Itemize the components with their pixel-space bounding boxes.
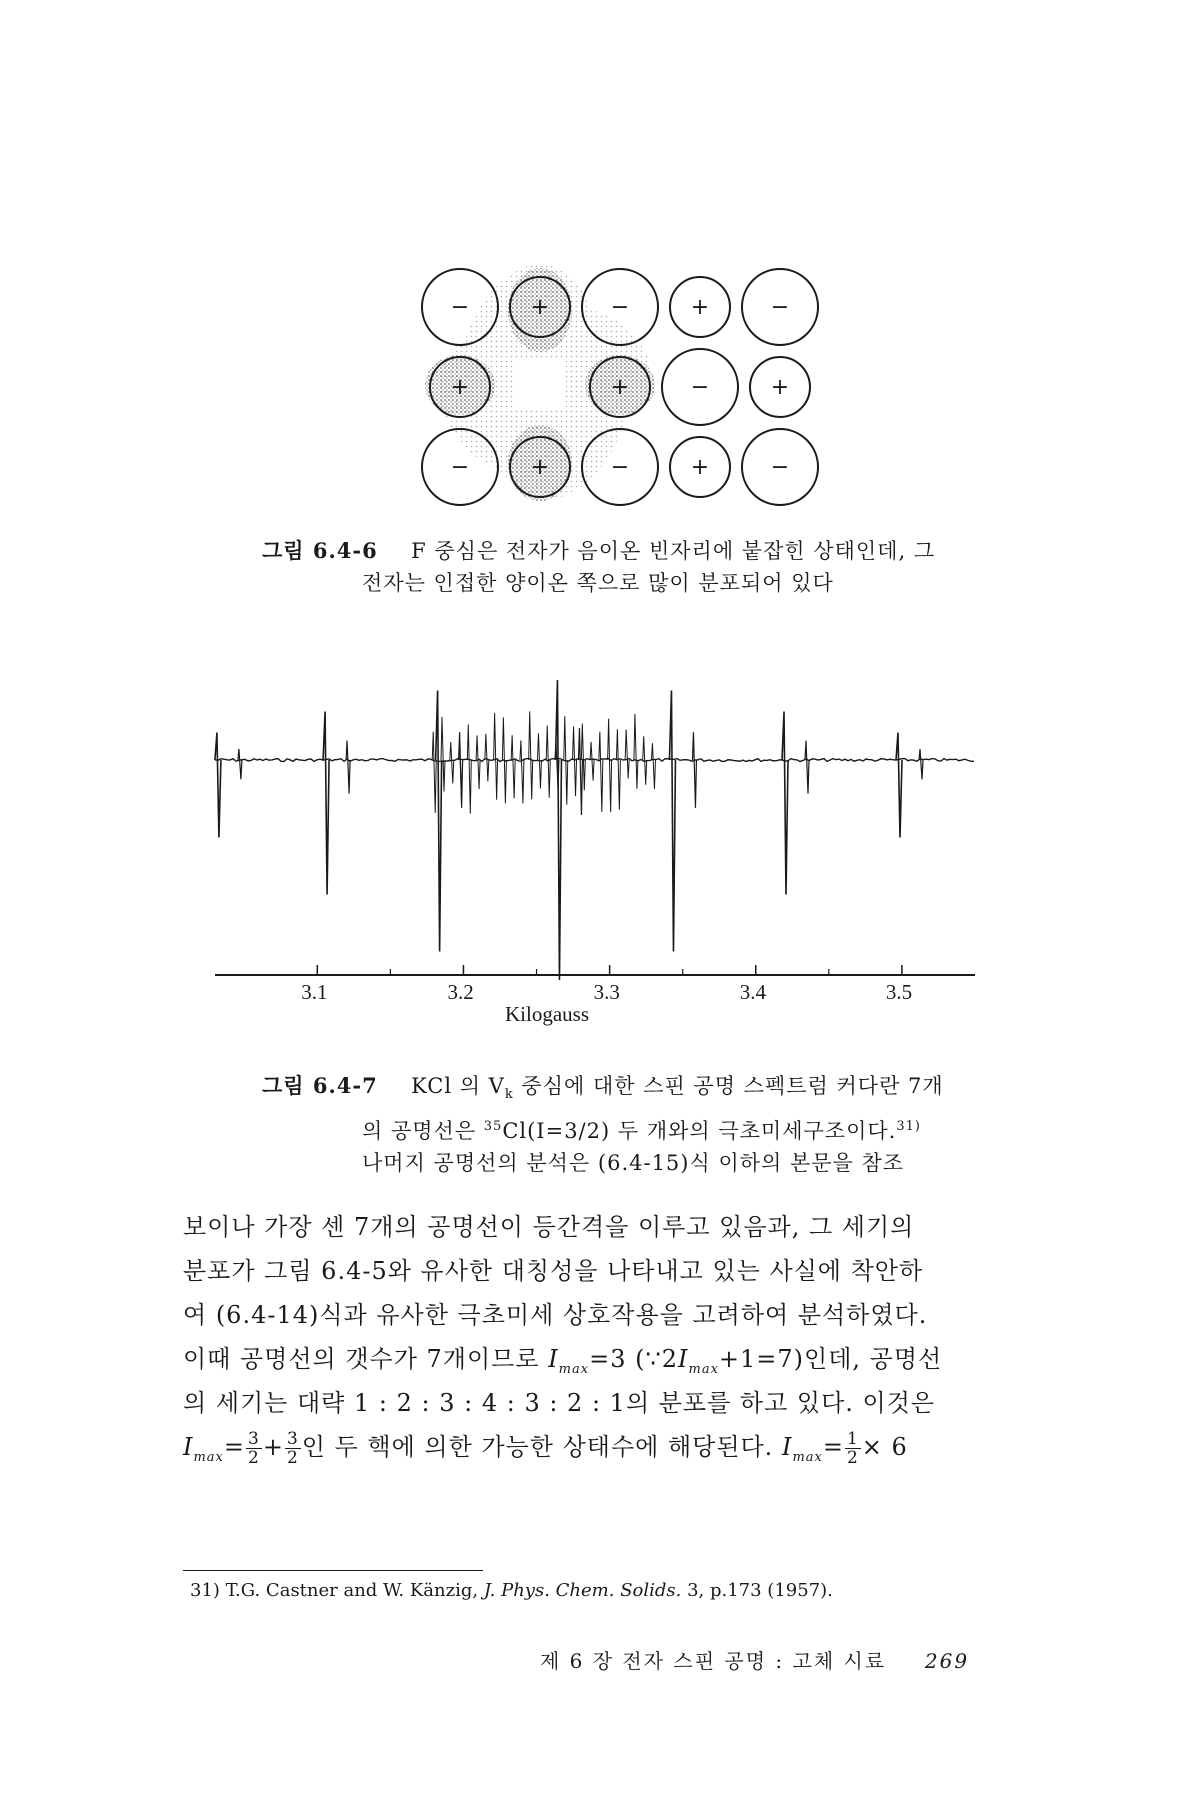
ion-charge-label: + (530, 295, 550, 320)
text-span: + (262, 1433, 284, 1461)
tick-label: 3.1 (301, 980, 328, 1004)
ion-charge-label: + (530, 455, 550, 480)
footnote-ref: 31) (896, 1119, 921, 1135)
satellite-line (692, 732, 696, 808)
math-sub: max (792, 1449, 823, 1465)
math-var: I (781, 1433, 793, 1461)
minor-spectrum-line (494, 713, 498, 800)
fraction-numerator: 3 (286, 1429, 299, 1449)
figure-6-4-7-caption (262, 1070, 1062, 1179)
minor-spectrum-line (634, 714, 638, 789)
footnote-ref: 31) (190, 1580, 220, 1601)
ion-charge-label: + (690, 455, 710, 480)
ion-charge-label: + (770, 375, 790, 400)
satellite-line (238, 749, 242, 779)
spectrum-line-5 (669, 691, 675, 952)
minor-spectrum-line (485, 734, 489, 782)
x-axis-ticks (317, 965, 902, 975)
math-sub: max (558, 1361, 590, 1377)
ion-charge-label: + (450, 375, 470, 400)
body-line (183, 1425, 1028, 1469)
x-axis-tick-labels (205, 980, 985, 1040)
text-span: =3 (∵2 (589, 1345, 679, 1373)
minor-spectrum-line (529, 711, 533, 799)
ion-charge-label: − (770, 295, 790, 320)
body-line (183, 1337, 1028, 1381)
page-number: 269 (924, 1649, 970, 1673)
fraction (246, 1430, 262, 1467)
satellite-line (919, 749, 923, 779)
minor-spectrum-line (599, 732, 603, 812)
satellite-line (346, 741, 350, 794)
ion-charge-label: + (690, 295, 710, 320)
fraction-denominator: 2 (846, 1448, 859, 1468)
math-var: I (678, 1345, 689, 1373)
footnote-authors: T.G. Castner and W. Känzig, (225, 1580, 479, 1601)
minor-spectrum-line (590, 742, 594, 781)
math-sub: max (688, 1361, 719, 1377)
caption-text: 나머지 공명선의 분석은 (6.4-15)식 이하의 본문을 참조 (362, 1151, 905, 1176)
fraction (845, 1430, 861, 1467)
minor-spectrum-line (546, 726, 550, 798)
text-span: × 6 (861, 1433, 908, 1461)
running-footer: 제 6 장 전자 스핀 공명 : 고체 시료 (540, 1649, 887, 1673)
minor-spectrum-line (476, 735, 480, 789)
minor-spectrum-line (467, 724, 471, 813)
fraction (285, 1430, 301, 1467)
figure-6-4-6-caption (262, 535, 1042, 599)
minor-spectrum-line (520, 740, 524, 803)
page-footer (540, 1645, 969, 1674)
ion-charge-label: − (450, 295, 470, 320)
footnote (190, 1580, 833, 1601)
ion-charge-label: − (690, 375, 710, 400)
caption-superscript: 35 (483, 1119, 503, 1135)
figure-6-4-7-spectrum (205, 650, 985, 990)
caption-text: Cl(I=3/2) 두 개와의 극초미세구조이다. (502, 1119, 897, 1144)
body-line: 여 (6.4-14)식과 유사한 극초미세 상호작용을 고려하여 분석하였다. (183, 1301, 928, 1329)
tick-label: 3.5 (885, 980, 913, 1004)
caption-text: F 중심은 전자가 음이온 빈자리에 붙잡힌 상태인데, 그 (411, 539, 936, 563)
fraction-denominator: 2 (286, 1448, 299, 1468)
minor-spectrum-line (511, 735, 515, 798)
math-var: I (548, 1345, 559, 1373)
spectrum-trace (215, 680, 974, 980)
figure-label: 그림 6.4-7 (262, 1073, 378, 1098)
text-span: +1=7)인데, 공명선 (718, 1345, 943, 1373)
spectrum-line-2 (323, 712, 329, 895)
footnote-details: 3, p.173 (1957). (687, 1580, 833, 1601)
tick-label: 3.4 (739, 980, 767, 1004)
fraction-numerator: 1 (846, 1429, 859, 1449)
fraction-denominator: 2 (248, 1448, 260, 1468)
spectrum-line-3 (436, 691, 442, 952)
caption-subscript: k (504, 1087, 514, 1103)
satellite-line (805, 741, 809, 794)
math-sub: max (193, 1449, 224, 1465)
minor-spectrum-line (573, 727, 577, 797)
caption-text: KCl 의 V (411, 1074, 505, 1098)
body-line: 보이나 가장 센 7개의 공명선이 등간격을 이루고 있음과, 그 세기의 (183, 1213, 915, 1241)
figure-label: 그림 6.4-6 (262, 538, 378, 563)
ion-charge-label: − (770, 455, 790, 480)
ion-charge-label: − (610, 295, 630, 320)
figure-6-4-6-lattice (400, 255, 840, 520)
text-span: = (223, 1433, 246, 1461)
body-paragraph (183, 1205, 1028, 1469)
text-span: 이때 공명선의 갯수가 7개이므로 (183, 1345, 549, 1373)
caption-text: 중심에 대한 스핀 공명 스펙트럼 커다란 7개 (513, 1074, 944, 1098)
footnote-rule (183, 1570, 483, 1571)
minor-spectrum-line (625, 730, 629, 779)
tick-label: 3.3 (593, 980, 620, 1004)
body-line: 의 세기는 대략 1 : 2 : 3 : 4 : 3 : 2 : 1의 분포를 하고 있다. 이것은 (183, 1389, 936, 1417)
minor-spectrum-line (616, 729, 620, 809)
ion-charge-label: − (610, 455, 630, 480)
minor-spectrum-line (651, 743, 655, 789)
text-span: 인 두 핵에 의한 가능한 상태수에 해당된다. (301, 1433, 782, 1461)
spectrum-line-1 (215, 733, 221, 838)
minor-spectrum-line (450, 742, 454, 783)
math-var: I (183, 1433, 194, 1461)
x-axis-label: Kilogauss (505, 1002, 589, 1026)
footnote-journal: J. Phys. Chem. Solids. (483, 1580, 682, 1601)
spectrum-line-4 (555, 680, 561, 980)
caption-text: 전자는 인접한 양이온 쪽으로 많이 분포되어 있다 (362, 571, 834, 595)
ion-charge-label: + (610, 375, 630, 400)
text-span: = (822, 1433, 844, 1461)
caption-text: 의 공명선은 (362, 1119, 484, 1144)
spectrum-line-7 (896, 733, 902, 838)
ion-charge-label: − (450, 455, 470, 480)
tick-label: 3.2 (447, 980, 474, 1004)
fraction-numerator: 3 (248, 1429, 260, 1449)
body-line: 분포가 그림 6.4-5와 유사한 대칭성을 나타내고 있는 사실에 착안하 (183, 1257, 924, 1285)
minor-spectrum-line (608, 719, 612, 812)
spectrum-line-6 (782, 712, 788, 895)
